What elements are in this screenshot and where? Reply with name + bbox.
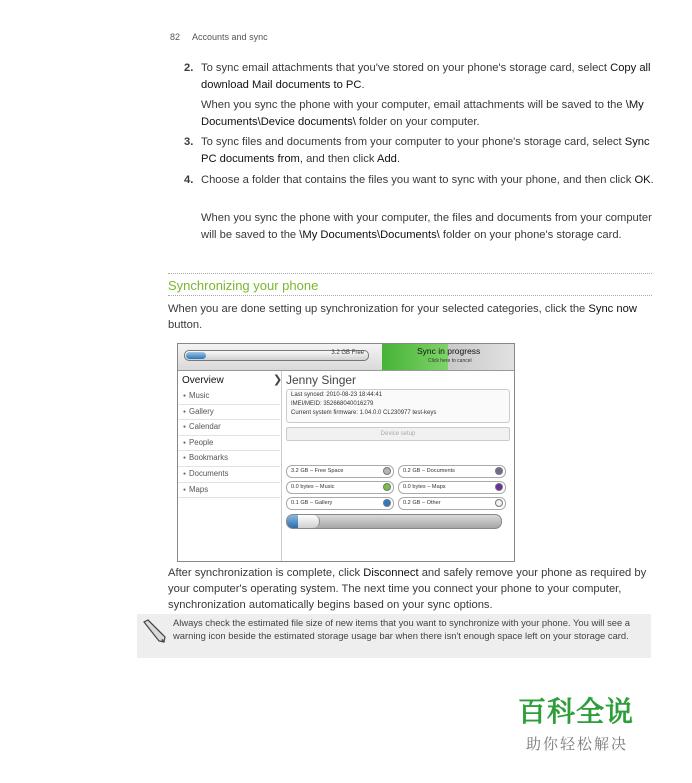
page-number: 82 xyxy=(170,32,181,42)
legend-label: 0.2 GB – Other xyxy=(403,500,441,506)
sidebar-item-bookmarks[interactable]: ● Bookmarks xyxy=(178,451,280,467)
note-text: Always check the estimated file size of new items that you want to synchronize with your phone. You will see a warning icon beside the estimated storage usage bar when there isn't enough space left on your storage card. xyxy=(173,617,631,641)
storage-legend-item xyxy=(286,481,394,494)
punct: . xyxy=(650,174,654,186)
step-text: To sync email attachments that you've stored on your phone's storage card, select xyxy=(201,62,611,74)
note-text-pre: When you sync the phone with your computer, email attachments will be saved to the xyxy=(201,99,626,111)
sidebar-category-list xyxy=(178,389,280,498)
storage-legend-item xyxy=(398,465,506,478)
sidebar-item-overview[interactable]: Overview xyxy=(182,375,224,386)
punct: . xyxy=(396,153,400,165)
legend-color-dot xyxy=(383,483,391,491)
sidebar-item-music[interactable]: ● Music xyxy=(178,389,280,405)
after-text-pre: After synchronization is complete, click xyxy=(168,567,364,579)
sidebar-item-calendar[interactable]: ● Calendar xyxy=(178,420,280,436)
legend-label: 0.2 GB – Documents xyxy=(403,468,455,474)
sync-overview-panel xyxy=(282,371,514,561)
sync-toolbar xyxy=(178,344,514,371)
note-text-post: folder on your computer. xyxy=(355,116,480,128)
step-number: 3. xyxy=(184,136,194,148)
legend-label: 0.0 bytes – Maps xyxy=(403,484,446,490)
button-name: Add xyxy=(376,153,397,165)
option-name: Sync PC documents from xyxy=(201,136,650,165)
folder-path: \My Documents\Documents\ xyxy=(299,229,440,241)
storage-free-label: 3.2 GB Free xyxy=(331,350,364,356)
step-2-note xyxy=(201,97,656,131)
step-text: Choose a folder that contains the files you want to sync with your phone, and then click xyxy=(201,174,635,186)
step-number: 2. xyxy=(184,62,194,74)
legend-color-dot xyxy=(383,499,391,507)
sync-progress-button[interactable] xyxy=(382,344,514,370)
section-divider-bottom xyxy=(168,295,652,296)
sync-now-label: Sync now xyxy=(588,303,637,315)
sidebar-item-people[interactable]: ● People xyxy=(178,436,280,452)
step-text-mid: , and then click xyxy=(299,153,377,165)
firmware: Current system firmware: 1.04.0.0 CL230977 test-keys xyxy=(291,410,437,416)
page-header xyxy=(170,32,268,42)
sync-status-label: Sync in progress xyxy=(417,346,481,356)
sidebar-item-documents[interactable]: ● Documents xyxy=(178,467,280,483)
storage-legend-item xyxy=(286,497,394,510)
disconnect-label: Disconnect xyxy=(363,567,419,579)
sync-cancel-label: Click here to cancel xyxy=(428,358,472,364)
sync-window-screenshot xyxy=(177,343,515,562)
device-name: Jenny Singer xyxy=(286,373,357,387)
legend-color-dot xyxy=(495,483,503,491)
after-sync-paragraph xyxy=(168,565,648,613)
section-title: Synchronizing your phone xyxy=(168,278,319,293)
sidebar-item-gallery[interactable]: ● Gallery xyxy=(178,405,280,421)
folder-path: \My Documents\Device documents\ xyxy=(201,99,644,128)
chevron-right-icon: ❯ xyxy=(273,374,283,386)
section-intro xyxy=(168,301,648,333)
storage-legend-item xyxy=(286,465,394,478)
watermark-subtitle: 助你轻松解决 xyxy=(526,735,629,753)
legend-label: 0.1 GB – Gallery xyxy=(291,500,333,506)
sidebar-item-maps[interactable]: ● Maps xyxy=(178,483,280,499)
device-setup-button[interactable]: Device setup xyxy=(286,427,510,441)
intro-text-post: button. xyxy=(168,319,203,331)
step-text: To sync files and documents from your computer to your phone's storage card, select xyxy=(201,136,625,148)
storage-usage-fill xyxy=(186,352,206,359)
legend-color-dot xyxy=(495,499,503,507)
punct: . xyxy=(361,79,365,91)
step-4 xyxy=(184,172,654,189)
pencil-icon xyxy=(141,618,167,644)
sync-sidebar xyxy=(178,371,282,561)
storage-capacity-bar xyxy=(286,514,502,529)
chapter-title: Accounts and sync xyxy=(192,32,268,42)
note-text-post: folder on your phone's storage card. xyxy=(439,229,622,241)
section-divider-top xyxy=(168,273,652,274)
step-number: 4. xyxy=(184,174,194,186)
legend-label: 3.2 GB – Free Space xyxy=(291,468,344,474)
imei: IMEI/MEID: 352668040016279 xyxy=(291,401,374,407)
storage-usage-bar xyxy=(184,350,369,361)
note-text-pre: When you sync the phone with your computer, the files and documents from your computer will be saved to the xyxy=(201,212,652,241)
capacity-other-segment xyxy=(298,515,320,528)
watermark-title: 百科全说 xyxy=(518,695,635,728)
capacity-used-segment xyxy=(287,515,298,528)
step-3 xyxy=(184,134,654,168)
storage-legend-item xyxy=(398,481,506,494)
legend-color-dot xyxy=(383,467,391,475)
intro-text: When you are done setting up synchronization for your selected categories, click the xyxy=(168,303,589,315)
note-box xyxy=(137,614,651,658)
device-info-box xyxy=(286,389,510,423)
step-4-note xyxy=(201,210,656,244)
after-text-post: and safely remove your phone as required by your computer's operating system. The next time you connect your phone to your computer, synchronization automatically begins based on your sync options. xyxy=(168,567,647,611)
option-name: Copy all download Mail documents to PC xyxy=(201,62,651,91)
button-name: OK xyxy=(634,174,651,186)
legend-color-dot xyxy=(495,467,503,475)
legend-label: 0.0 bytes – Music xyxy=(291,484,335,490)
step-2 xyxy=(184,60,654,94)
storage-legend-item xyxy=(398,497,506,510)
last-synced: Last synced: 2010-08-23 18:44:41 xyxy=(291,392,383,398)
